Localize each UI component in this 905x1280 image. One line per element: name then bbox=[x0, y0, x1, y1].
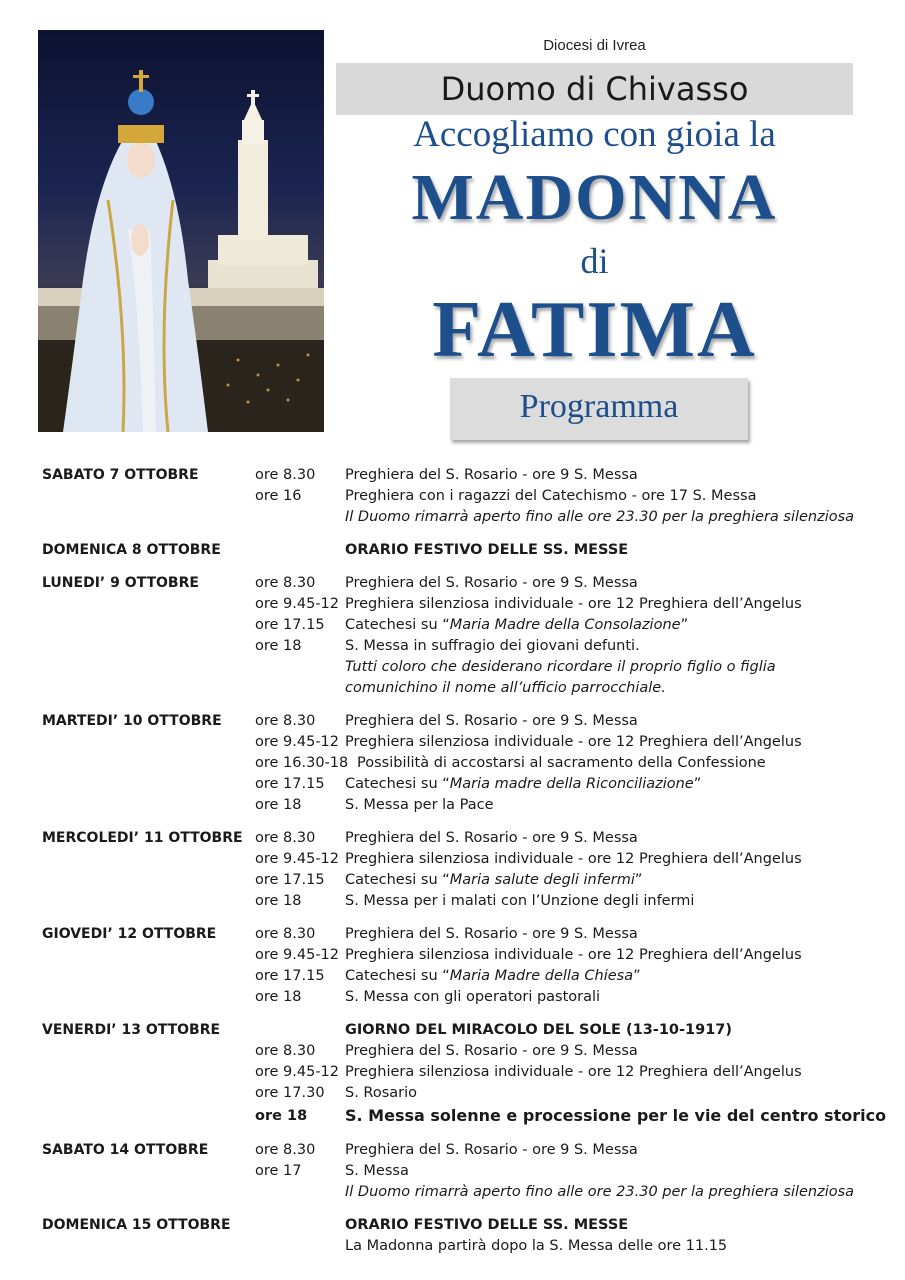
activity-heading: ORARIO FESTIVO DELLE SS. MESSE bbox=[345, 1217, 629, 1233]
time: ore 17.15 bbox=[255, 872, 325, 888]
day-mercoledi-11 bbox=[42, 828, 882, 912]
activity: Preghiera del S. Rosario - ore 9 S. Messa bbox=[345, 830, 638, 846]
day-name: MERCOLEDI’ 11 OTTOBRE bbox=[42, 830, 243, 846]
day-name: DOMENICA 8 OTTOBRE bbox=[42, 542, 221, 558]
time: ore 17.15 bbox=[255, 617, 325, 633]
activity-heading: GIORNO DEL MIRACOLO DEL SOLE (13-10-1917) bbox=[345, 1022, 732, 1038]
time: ore 17.30 bbox=[255, 1085, 325, 1101]
time: ore 8.30 bbox=[255, 467, 316, 483]
time: ore 18 bbox=[255, 797, 302, 813]
diocesi-label: Diocesi di Ivrea bbox=[543, 37, 646, 54]
activity: Preghiera silenziosa individuale - ore 12 Preghiera dell’Angelus bbox=[345, 734, 802, 750]
day-domenica-15 bbox=[42, 1215, 882, 1257]
day-sabato-14 bbox=[42, 1140, 882, 1203]
activity: Preghiera del S. Rosario - ore 9 S. Messa bbox=[345, 713, 638, 729]
accogliamo-subtitle: Accogliamo con gioia la bbox=[413, 114, 776, 155]
activity: Catechesi su “Maria madre della Riconciliazione” bbox=[345, 776, 702, 792]
day-name: SABATO 14 OTTOBRE bbox=[42, 1142, 209, 1158]
time: ore 8.30 bbox=[255, 713, 316, 729]
activity: S. Messa bbox=[345, 1163, 409, 1179]
programma-label: Programma bbox=[519, 388, 679, 425]
activity: Preghiera del S. Rosario - ore 9 S. Messa bbox=[345, 1043, 638, 1059]
activity-note: Il Duomo rimarrà aperto fino alle ore 23.30 per la preghiera silenziosa bbox=[345, 509, 855, 525]
activity: Preghiera del S. Rosario - ore 9 S. Messa bbox=[345, 575, 638, 591]
time: ore 17 bbox=[255, 1163, 302, 1179]
time: ore 17.15 bbox=[255, 968, 325, 984]
time: ore 9.45-12 bbox=[255, 734, 340, 750]
di-connector: di bbox=[580, 241, 609, 281]
activity-note: Il Duomo rimarrà aperto fino alle ore 23.30 per la preghiera silenziosa bbox=[345, 1184, 855, 1200]
duomo-title: Duomo di Chivasso bbox=[440, 70, 749, 108]
time: ore 18 bbox=[255, 893, 302, 909]
activity: Preghiera silenziosa individuale - ore 12 Preghiera dell’Angelus bbox=[345, 596, 802, 612]
day-name: SABATO 7 OTTOBRE bbox=[42, 467, 199, 483]
activity: S. Rosario bbox=[345, 1085, 418, 1101]
activity: Catechesi su “Maria Madre della Chiesa” bbox=[345, 968, 641, 984]
activity: S. Messa in suffragio dei giovani defunti. bbox=[345, 638, 640, 654]
activity-highlight: S. Messa solenne e processione per le vie del centro storico bbox=[345, 1106, 887, 1125]
activity-note: Tutti coloro che desiderano ricordare il proprio figlio o figlia bbox=[345, 659, 776, 675]
time: ore 17.15 bbox=[255, 776, 325, 792]
activity: Preghiera silenziosa individuale - ore 12 Preghiera dell’Angelus bbox=[345, 947, 802, 963]
time: ore 18 bbox=[255, 989, 302, 1005]
day-martedi-10 bbox=[42, 711, 882, 816]
time: ore 8.30 bbox=[255, 830, 316, 846]
activity: Preghiera silenziosa individuale - ore 12 Preghiera dell’Angelus bbox=[345, 1064, 802, 1080]
statue-and-sanctuary-illustration bbox=[38, 30, 324, 432]
day-sabato-7 bbox=[42, 465, 882, 528]
activity: Preghiera con i ragazzi del Catechismo - ore 17 S. Messa bbox=[345, 488, 757, 504]
time: ore 8.30 bbox=[255, 1043, 316, 1059]
time: ore 9.45-12 bbox=[255, 947, 340, 963]
time: ore 8.30 bbox=[255, 575, 316, 591]
time: ore 18 bbox=[255, 1108, 308, 1124]
day-lunedi-9 bbox=[42, 573, 882, 699]
activity: La Madonna partirà dopo la S. Messa delle ore 11.15 bbox=[345, 1238, 728, 1254]
activity: Catechesi su “Maria Madre della Consolazione” bbox=[345, 617, 689, 633]
activity-note: comunichino il nome all’ufficio parrocchiale. bbox=[345, 680, 666, 696]
day-venerdi-13 bbox=[42, 1020, 887, 1128]
day-giovedi-12 bbox=[42, 924, 882, 1008]
activity: S. Messa per i malati con l’Unzione degli infermi bbox=[345, 893, 695, 909]
day-name: LUNEDI’ 9 OTTOBRE bbox=[42, 575, 199, 591]
activity-heading: ORARIO FESTIVO DELLE SS. MESSE bbox=[345, 542, 629, 558]
activity: S. Messa con gli operatori pastorali bbox=[345, 989, 601, 1005]
time: ore 16.30-18 bbox=[255, 755, 349, 771]
activity: Preghiera del S. Rosario - ore 9 S. Messa bbox=[345, 926, 638, 942]
activity: Possibilità di accostarsi al sacramento della Confessione bbox=[357, 755, 766, 771]
time: ore 9.45-12 bbox=[255, 851, 340, 867]
activity: Preghiera del S. Rosario - ore 9 S. Messa bbox=[345, 467, 638, 483]
fatima-title: FATIMA bbox=[432, 286, 757, 374]
time: ore 9.45-12 bbox=[255, 596, 340, 612]
activity: Preghiera del S. Rosario - ore 9 S. Messa bbox=[345, 1142, 638, 1158]
madonna-photo bbox=[38, 30, 324, 432]
day-name: DOMENICA 15 OTTOBRE bbox=[42, 1217, 231, 1233]
time: ore 9.45-12 bbox=[255, 1064, 340, 1080]
madonna-title: MADONNA bbox=[411, 161, 778, 234]
day-domenica-8 bbox=[42, 540, 882, 561]
time: ore 8.30 bbox=[255, 926, 316, 942]
time: ore 8.30 bbox=[255, 1142, 316, 1158]
activity: S. Messa per la Pace bbox=[345, 797, 494, 813]
activity: Preghiera silenziosa individuale - ore 12 Preghiera dell’Angelus bbox=[345, 851, 802, 867]
time: ore 18 bbox=[255, 638, 302, 654]
day-name: MARTEDI’ 10 OTTOBRE bbox=[42, 713, 222, 729]
activity: Catechesi su “Maria salute degli infermi” bbox=[345, 872, 643, 888]
day-name: VENERDI’ 13 OTTOBRE bbox=[42, 1022, 221, 1038]
schedule bbox=[42, 465, 887, 1269]
time: ore 16 bbox=[255, 488, 302, 504]
day-name: GIOVEDI’ 12 OTTOBRE bbox=[42, 926, 217, 942]
